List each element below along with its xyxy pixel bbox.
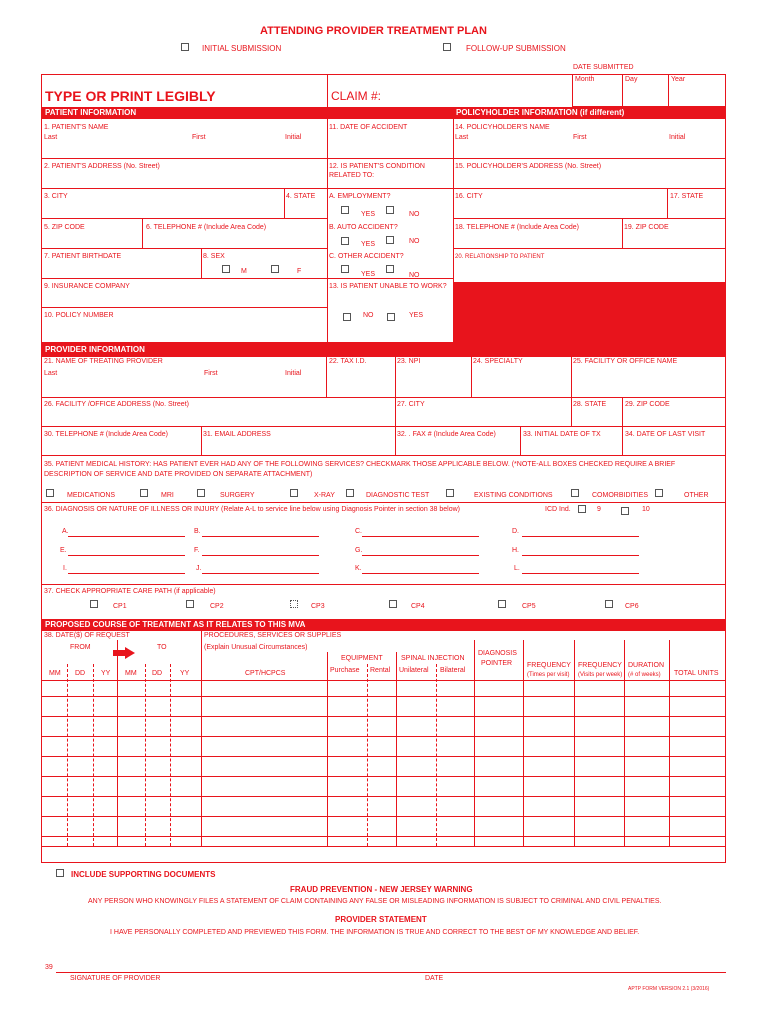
employment-label: A. EMPLOYMENT?: [329, 193, 391, 200]
diagnosis-pointer-label-2: POINTER: [481, 660, 513, 667]
patient-info-header: PATIENT INFORMATION: [42, 108, 327, 119]
auto-no-checkbox[interactable]: [386, 236, 394, 244]
duration-label: DURATION: [628, 662, 665, 669]
diagnosis-pointer-label-1: DIAGNOSIS: [478, 650, 517, 657]
cp4-checkbox[interactable]: [389, 600, 397, 608]
from-mm-label: MM: [49, 670, 61, 677]
first-label: First: [192, 134, 206, 141]
other-no-checkbox[interactable]: [386, 265, 394, 273]
field25-label: 25. FACILITY OR OFFICE NAME: [573, 358, 678, 365]
field37-label: 37. CHECK APPROPRIATE CARE PATH (if applicable): [44, 588, 216, 595]
diag-d-label: D.: [512, 528, 519, 535]
frequency-visit-sub: (Times per visit): [527, 672, 570, 678]
last-label: Last: [44, 134, 58, 141]
employment-yes-checkbox[interactable]: [341, 206, 349, 214]
to-mm-label: MM: [125, 670, 137, 677]
spinal-injection-label: SPINAL INJECTION: [401, 655, 465, 662]
field35-label-1: 35. PATIENT MEDICAL HISTORY: HAS PATIENT EVER HAD ANY OF THE FOLLOWING SERVICES? CHECKMARK THOSE APPLICABLE BELOW. (*NOTE-ALL BOXES CHECKED REQUIRE A BRIEF: [44, 461, 676, 468]
icd9-checkbox[interactable]: [578, 505, 586, 513]
field16-label: 16. CITY: [455, 193, 483, 200]
cp2-label: CP2: [210, 603, 224, 610]
provider-statement-title: PROVIDER STATEMENT: [335, 915, 427, 924]
ph-initial-label: Initial: [669, 134, 686, 141]
diagnostic-test-label: DIAGNOSTIC TEST: [366, 492, 430, 499]
field12-label-1: 12. IS PATIENT'S CONDITION: [329, 163, 425, 170]
diag-k-input[interactable]: [362, 573, 479, 574]
signature-line[interactable]: [56, 972, 726, 973]
date-label: DATE: [425, 975, 444, 982]
field36-label: 36. DIAGNOSIS OR NATURE OF ILLNESS OR INJURY (Relate A-L to service line below using Diagnosis Pointer in section 38 below): [44, 506, 461, 513]
date-submitted-label: DATE SUBMITTED: [573, 64, 634, 71]
xray-checkbox[interactable]: [290, 489, 298, 497]
cpt-hcpcs-label: CPT/HCPCS: [245, 670, 286, 677]
include-supporting-docs-label: INCLUDE SUPPORTING DOCUMENTS: [71, 870, 216, 879]
auto-yes-label: YES: [361, 241, 376, 248]
xray-label: X-RAY: [314, 492, 335, 499]
ph-first-label: First: [573, 134, 587, 141]
diag-i-input[interactable]: [68, 573, 185, 574]
unable-yes-checkbox[interactable]: [387, 313, 395, 321]
field34-label: 34. DATE OF LAST VISIT: [625, 431, 706, 438]
to-label: TO: [157, 644, 167, 651]
frequency-visit-label: FREQUENCY: [527, 662, 571, 669]
existing-conditions-checkbox[interactable]: [446, 489, 454, 497]
field24-label: 24. SPECIALTY: [473, 358, 523, 365]
field8-label: 8. SEX: [203, 253, 225, 260]
diag-b-input[interactable]: [202, 536, 319, 537]
field13-label: 13. IS PATIENT UNABLE TO WORK?: [329, 283, 447, 290]
from-dd-label: DD: [75, 670, 86, 677]
field14-label: 14. POLICYHOLDER'S NAME: [455, 124, 550, 131]
other-history-checkbox[interactable]: [655, 489, 663, 497]
frequency-week-label: FREQUENCY: [578, 662, 622, 669]
cp3-label: CP3: [311, 603, 325, 610]
field17-label: 17. STATE: [670, 193, 704, 200]
form-title: ATTENDING PROVIDER TREATMENT PLAN: [260, 25, 487, 37]
diag-g-input[interactable]: [362, 555, 479, 556]
signature-label: SIGNATURE OF PROVIDER: [70, 975, 161, 982]
field9-label: 9. INSURANCE COMPANY: [44, 283, 130, 290]
field26-label: 26. FACILITY /OFFICE ADDRESS (No. Street): [44, 401, 189, 408]
diag-e-input[interactable]: [68, 555, 185, 556]
policyholder-info-header: POLICYHOLDER INFORMATION (if different): [453, 108, 725, 119]
field39-label: 39: [45, 964, 53, 971]
cp2-checkbox[interactable]: [186, 600, 194, 608]
diag-j-label: J.: [196, 565, 202, 572]
surgery-label: SURGERY: [220, 492, 255, 499]
auto-yes-checkbox[interactable]: [341, 237, 349, 245]
comorbidities-label: COMORBIDITIES: [592, 492, 649, 499]
ph-last-label: Last: [455, 134, 469, 141]
unable-no-label: NO: [363, 312, 374, 319]
sex-f-label: F: [297, 268, 302, 275]
field23-label: 23. NPI: [397, 358, 421, 365]
field10-label: 10. POLICY NUMBER: [44, 312, 114, 319]
field35-label-2: DESCRIPTION OF SERVICE AND DATE PROVIDED ON SEPARATE ATTACHMENT): [44, 471, 313, 478]
claim-input[interactable]: [385, 88, 570, 102]
surgery-checkbox[interactable]: [197, 489, 205, 497]
mri-checkbox[interactable]: [140, 489, 148, 497]
field32-label: 32. . FAX # (Include Area Code): [397, 431, 496, 438]
diag-c-label: C.: [355, 528, 362, 535]
field30-label: 30. TELEPHONE # (Include Area Code): [44, 431, 168, 438]
month-label: Month: [575, 76, 595, 83]
diag-l-input[interactable]: [522, 573, 639, 574]
existing-conditions-label: EXISTING CONDITIONS: [474, 492, 553, 499]
auto-no-label: NO: [409, 238, 420, 245]
bilateral-label: Bilateral: [440, 667, 466, 674]
cp1-label: CP1: [113, 603, 127, 610]
field1-label: 1. PATIENT'S NAME: [44, 124, 109, 131]
duration-sub: (# of weeks): [628, 672, 661, 678]
diag-a-label: A.: [62, 528, 69, 535]
cp4-label: CP4: [411, 603, 425, 610]
year-label: Year: [671, 76, 686, 83]
claim-label: CLAIM #:: [331, 89, 382, 103]
diag-b-label: B.: [194, 528, 201, 535]
unable-no-checkbox[interactable]: [343, 313, 351, 321]
provider-info-header: PROVIDER INFORMATION: [42, 342, 726, 357]
equipment-label: EQUIPMENT: [341, 655, 383, 662]
unable-yes-label: YES: [409, 312, 424, 319]
policyholder-shaded-area: [453, 282, 726, 342]
icd9-label: 9: [597, 506, 601, 513]
unilateral-label: Unilateral: [399, 667, 429, 674]
diag-g-label: G.: [355, 547, 363, 554]
cp1-checkbox[interactable]: [90, 600, 98, 608]
medications-label: MEDICATIONS: [67, 492, 116, 499]
medications-checkbox[interactable]: [46, 489, 54, 497]
field28-label: 28. STATE: [573, 401, 607, 408]
diag-e-label: E.: [60, 547, 67, 554]
diagnostic-test-checkbox[interactable]: [346, 489, 354, 497]
sex-m-checkbox[interactable]: [222, 265, 230, 273]
prov-initial-label: Initial: [285, 370, 302, 377]
include-supporting-docs-checkbox[interactable]: [56, 869, 64, 877]
day-label: Day: [625, 76, 638, 83]
diag-k-label: K.: [355, 565, 362, 572]
prov-last-label: Last: [44, 370, 58, 377]
form-version: APTP FORM VERSION 2.1 (3/2016): [628, 986, 710, 992]
fraud-title: FRAUD PREVENTION - NEW JERSEY WARNING: [290, 885, 473, 894]
cp5-checkbox[interactable]: [498, 600, 506, 608]
total-units-label: TOTAL UNITS: [674, 670, 719, 677]
diag-f-label: F.: [194, 547, 200, 554]
diag-f-input[interactable]: [202, 555, 319, 556]
icd10-label: 10: [642, 506, 650, 513]
field15-label: 15. POLICYHOLDER'S ADDRESS (No. Street): [455, 163, 602, 170]
diag-a-input[interactable]: [68, 536, 185, 537]
field3-label: 3. CITY: [44, 193, 68, 200]
diag-h-label: H.: [512, 547, 519, 554]
diag-i-label: I.: [63, 565, 67, 572]
employment-no-checkbox[interactable]: [386, 206, 394, 214]
from-label: FROM: [70, 644, 91, 651]
field7-label: 7. PATIENT BIRTHDATE: [44, 253, 122, 260]
field5-label: 5. ZIP CODE: [44, 224, 85, 231]
purchase-label: Purchase: [330, 667, 360, 674]
cp5-label: CP5: [522, 603, 536, 610]
field20-label: 20. RELATIONSHIP TO PATIENT: [455, 254, 545, 260]
diag-c-input[interactable]: [362, 536, 479, 537]
field6-label: 6. TELEPHONE # (Include Area Code): [146, 224, 267, 231]
other-yes-checkbox[interactable]: [341, 265, 349, 273]
icd-ind-label: ICD Ind.: [545, 506, 571, 513]
rental-label: Rental: [370, 667, 391, 674]
explain-label: (Explain Unusual Circumstances): [204, 644, 308, 651]
field33-label: 33. INITIAL DATE OF TX: [523, 431, 601, 438]
to-dd-label: DD: [152, 670, 163, 677]
field19-label: 19. ZIP CODE: [624, 224, 669, 231]
initial-submission-label: INITIAL SUBMISSION: [202, 44, 282, 53]
other-yes-label: YES: [361, 271, 376, 278]
field18-label: 18. TELEPHONE # (Include Area Code): [455, 224, 579, 231]
other-no-label: NO: [409, 272, 420, 279]
to-yy-label: YY: [180, 670, 190, 677]
field22-label: 22. TAX I.D.: [329, 358, 367, 365]
cp3-checkbox[interactable]: [290, 600, 298, 608]
diag-j-input[interactable]: [202, 573, 319, 574]
field29-label: 29. ZIP CODE: [625, 401, 670, 408]
field4-label: 4. STATE: [286, 193, 316, 200]
diag-d-input[interactable]: [522, 536, 639, 537]
followup-submission-checkbox[interactable]: [443, 43, 451, 51]
prov-first-label: First: [204, 370, 218, 377]
initial-label: Initial: [285, 134, 302, 141]
diag-h-input[interactable]: [522, 555, 639, 556]
employment-yes-label: YES: [361, 211, 376, 218]
field38-label: 38. DATE($) OF REQUEST: [44, 632, 130, 639]
procedures-label: PROCEDURES, SERVICES OR SUPPLIES: [204, 632, 342, 639]
field21-label: 21. NAME OF TREATING PROVIDER: [44, 358, 163, 365]
auto-accident-label: B. AUTO ACCIDENT?: [329, 224, 398, 231]
fraud-text: ANY PERSON WHO KNOWINGLY FILES A STATEMENT OF CLAIM CONTAINING ANY FALSE OR MISLEADING INFORMATION IS SUBJECT TO CRIMINAL AND CIVIL PENALTIES.: [88, 898, 662, 905]
employment-no-label: NO: [409, 211, 420, 218]
field2-label: 2. PATIENT'S ADDRESS (No. Street): [44, 163, 160, 170]
sex-f-checkbox[interactable]: [271, 265, 279, 273]
icd10-checkbox[interactable]: [621, 507, 629, 515]
other-accident-label: C. OTHER ACCIDENT?: [329, 253, 404, 260]
diag-l-label: L.: [514, 565, 520, 572]
initial-submission-checkbox[interactable]: [181, 43, 189, 51]
cp6-checkbox[interactable]: [605, 600, 613, 608]
type-or-print-label: TYPE OR PRINT LEGIBLY: [45, 88, 216, 104]
field11-label: 11. DATE OF ACCIDENT: [329, 124, 408, 131]
frequency-week-sub: (Visits per week): [578, 672, 623, 678]
mri-label: MRI: [161, 492, 174, 499]
cp6-label: CP6: [625, 603, 639, 610]
sex-m-label: M: [241, 268, 247, 275]
field31-label: 31. EMAIL ADDRESS: [203, 431, 271, 438]
course-header: PROPOSED COURSE OF TREATMENT AS IT RELATES TO THIS MVA: [42, 619, 726, 631]
other-history-label: OTHER: [684, 492, 709, 499]
from-yy-label: YY: [101, 670, 111, 677]
field27-label: 27. CITY: [397, 401, 425, 408]
provider-statement-text: I HAVE PERSONALLY COMPLETED AND PREVIEWED THIS FORM. THE INFORMATION IS TRUE AND CORRECT TO THE BEST OF MY KNOWLEDGE AND BELIEF.: [110, 929, 640, 936]
field12-label-2: RELATED TO:: [329, 172, 375, 179]
comorbidities-checkbox[interactable]: [571, 489, 579, 497]
followup-submission-label: FOLLOW-UP SUBMISSION: [466, 44, 566, 53]
